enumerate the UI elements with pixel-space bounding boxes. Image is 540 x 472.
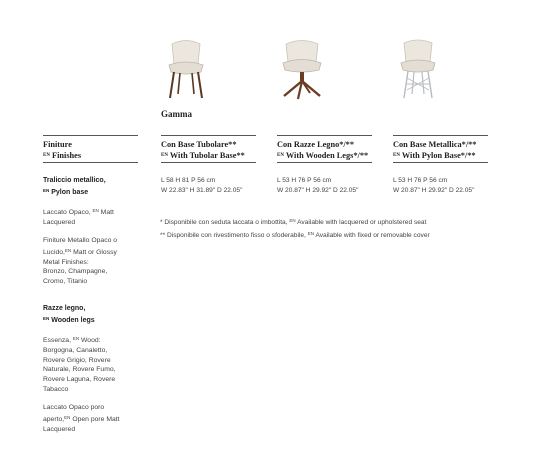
en-tag: EN [43,153,50,158]
column-header-pylon [393,139,476,161]
metal-line: Finiture Metallo Opaco o [43,237,118,244]
en-tag: EN [161,153,168,158]
lacquer-it: Laccato Opaco, [43,209,91,216]
open-pore-line: aperto, [43,415,65,423]
column-header-tubular [161,139,245,161]
chair-pylon-base-icon [390,38,446,100]
essenza-line: Wood: [81,337,101,344]
metal-line: Matt or Glossy [73,248,117,256]
section-title: Gamma [161,109,192,119]
column-header-wooden [277,139,368,161]
wooden-heading [43,304,143,325]
open-pore-line: Open pore Matt [72,415,120,423]
en-tag: EN [393,153,400,158]
open-pore-finish [43,403,143,434]
metal-finish [43,236,143,287]
essenza-line: Essenza, [43,337,71,344]
divider [277,135,372,136]
en-tag: EN [43,187,50,193]
essenza-line: Borgogna, Canaletto, [43,346,108,354]
divider [161,135,256,136]
pylon-title-en: Pylon base [51,188,89,196]
dimensions-wooden [277,176,358,196]
finishes-header [43,139,81,161]
footnote-it: * Disponibile con seduta laccata o imbottita, [160,219,288,226]
column-title-en: With Wooden Legs*/** [285,151,369,160]
wood-essences [43,334,143,395]
en-tag: EN [307,230,314,236]
dimensions-in: W 20.87" H 29.92" D 22.05" [277,187,359,194]
dimensions-cm: L 53 H 76 P 56 cm [277,177,332,184]
chair-tubular-base-icon [158,38,214,100]
en-tag: EN [72,336,80,341]
en-tag: EN [92,208,99,213]
en-tag: EN [64,247,72,253]
column-title-en: With Pylon Base*/** [401,151,476,160]
footnotes [160,216,430,241]
divider [43,162,138,163]
essenza-line: Rovere Grigio, Rovere [43,356,111,364]
chair-wooden-legs-icon [274,38,330,100]
divider [161,162,256,163]
column-title-it: Con Razze Legno*/** [277,140,354,149]
metal-line: Lucido, [43,248,65,256]
dimensions-in: W 20.87" H 29.92" D 22.05" [393,187,475,194]
metal-line: Metal Finishes: [43,258,89,266]
divider [393,135,488,136]
divider [277,162,372,163]
en-tag: EN [64,414,71,420]
divider [43,135,138,136]
metal-line: Cromo, Titanio [43,278,88,286]
column-title-it: Con Base Metallica*/** [393,140,477,149]
divider [393,162,488,163]
dimensions-cm: L 58 H 81 P 56 cm [161,177,216,184]
essenza-line: Naturale, Rovere Fumo, [43,366,116,374]
en-tag: EN [277,153,284,158]
footnote-en: Available with lacquered or upholstered seat [297,219,427,226]
dimensions-tubular [161,176,242,196]
footnote-en: Available with fixed or removable cover [315,231,430,239]
metal-line: Bronzo, Champagne, [43,268,108,276]
lacquer-finish [43,206,143,228]
wooden-title-it: Razze legno, [43,305,86,312]
open-pore-line: Laccato Opaco poro [43,404,105,411]
dimensions-cm: L 53 H 76 P 56 cm [393,177,448,184]
finishes-header-en: Finishes [52,151,82,160]
wooden-title-en: Wooden legs [51,316,95,324]
essenza-line: Rovere Laguna, Rovere [43,376,116,384]
en-tag: EN [43,315,50,321]
pylon-title-it: Traliccio metallico, [43,177,106,184]
footnote-it: ** Disponibile con rivestimento fisso o sfoderabile, [160,231,306,239]
lacquer-en: Matt Lacquered [43,209,114,226]
footnote-2 [160,229,430,242]
essenza-line: Tabacco [43,385,69,393]
dimensions-in: W 22.83" H 31.89" D 22.05" [161,187,243,194]
footnote-1 [160,216,430,229]
column-title-it: Con Base Tubolare** [161,140,237,149]
pylon-heading [43,176,143,197]
en-tag: EN [289,218,296,223]
open-pore-line: Lacquered [43,425,76,433]
dimensions-pylon [393,176,474,196]
finishes-header-it: Finiture [43,140,72,149]
column-title-en: With Tubolar Base** [169,151,245,160]
